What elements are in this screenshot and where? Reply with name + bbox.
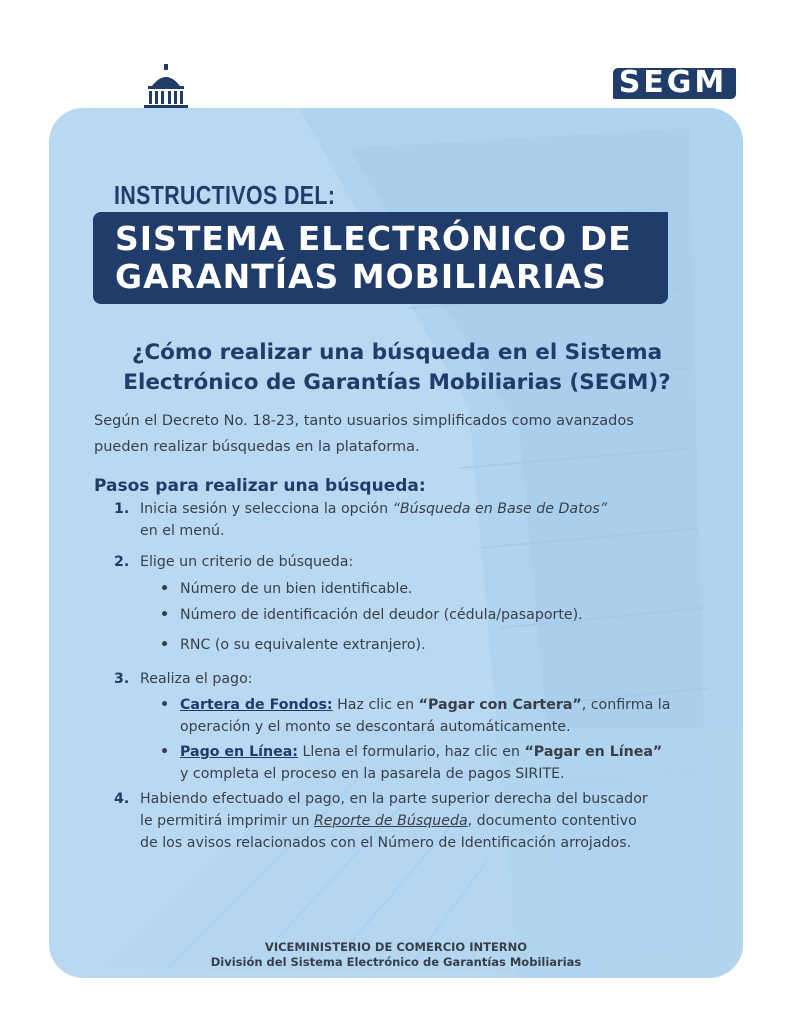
page-title: SISTEMA ELECTRÓNICO DE GARANTÍAS MOBILIARIAS [115,219,632,296]
capitol-dome-icon [138,64,194,112]
steps-heading: Pasos para realizar una búsqueda: [94,476,426,496]
footer: VICEMINISTERIO DE COMERCIO INTERNO División del Sistema Electrónico de Garantías Mobiliarias [210,940,582,969]
kicker-heading: INSTRUCTIVOS DEL: [114,180,336,210]
question-heading: ¿Cómo realizar una búsqueda en el Sistema Electrónico de Garantías Mobiliarias (SEGM)? [123,340,671,395]
intro-paragraph: Según el Decreto No. 18-23, tanto usuarios simplificados como avanzados pueden realizar búsquedas en la plataforma. [94,413,634,455]
title-banner [93,212,668,304]
segm-badge: SEGM [607,62,739,102]
